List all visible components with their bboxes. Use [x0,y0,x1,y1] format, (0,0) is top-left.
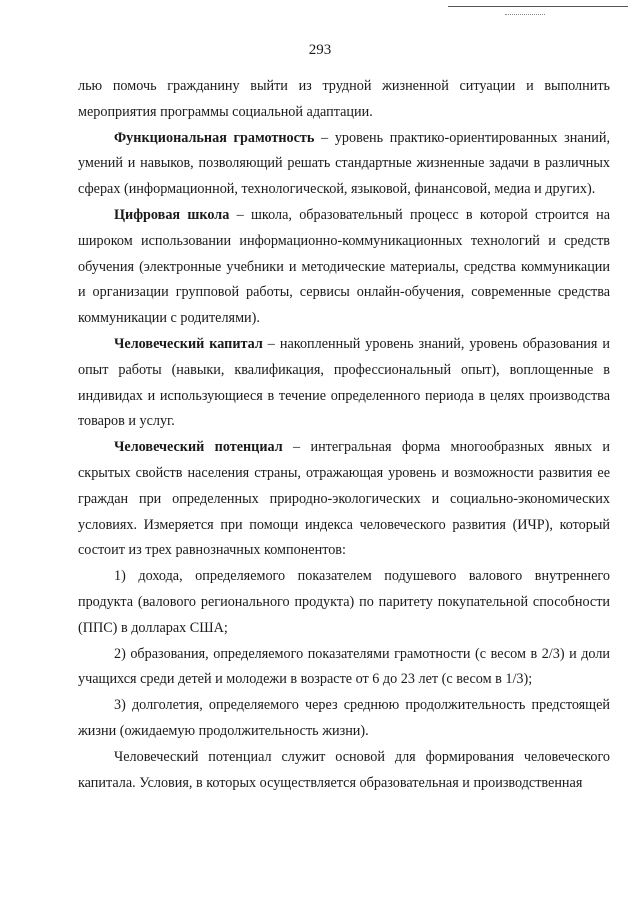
list-item-income [78,564,610,641]
definition-human-potential: – интегральная форма многообразных явных и скрытых свойств населения страны, отражающая уровень и возможности развития ее граждан при определенных природно-экологических и социально-экономических условиях. Измеряется при помощи индекса человеческого развития (ИЧР), который состоит из трех равнозначных компонентов: [78,439,610,559]
scan-artifact-dots [505,14,545,16]
list-item-longevity [78,693,610,745]
paragraph-human-capital [78,332,610,435]
term-functional-literacy: Функциональная грамотность [114,129,315,146]
term-human-potential: Человеческий потенциал [114,439,283,456]
definition-human-capital: – накопленный уровень знаний, уровень образования и опыт работы (навыки, квалификация, профессиональный опыт), воплощенные в индивидах и использующиеся в течение определенного периода в целях производства товаров и услуг. [78,335,610,430]
definition-digital-school: – школа, образовательный процесс в которой строится на широком использовании информационно-коммуникационных технологий и средств обучения (электронные учебники и методические материалы, средства коммуникации и организации групповой работы, сервисы онлайн-обучения, современные средства коммуникации с родителями). [78,206,610,327]
paragraph-continuation [78,74,610,126]
paragraph-human-potential [78,435,610,564]
term-digital-school: Цифровая школа [114,206,230,223]
paragraph-conclusion [78,745,610,797]
list-item-text: 2) образования, определяемого показателями грамотности (с весом в 2/3) и доли учащихся среди детей и молодежи в возрасте от 6 до 23 лет (с весом в 1/3); [78,645,610,688]
list-item-education [78,642,610,694]
page-body [78,74,610,796]
definition-functional-literacy: – уровень практико-ориентированных знаний, умений и навыков, позволяющий решать стандартные жизненные задачи в различных сферах (информационной, технологической, языковой, финансовой, медиа и других). [78,129,610,198]
paragraph-text: Человеческий потенциал служит основой для формирования человеческого капитала. Условия, в которых осуществляется образовательная и производственная [78,748,610,791]
page-number: 293 [308,42,332,58]
term-human-capital: Человеческий капитал [114,335,263,352]
list-item-text: 3) долголетия, определяемого через среднюю продолжительность предстоящей жизни (ожидаемую продолжительность жизни). [78,697,610,739]
list-item-text: 1) дохода, определяемого показателем подушевого валового внутреннего продукта (валового регионального продукта) по паритету покупательной способности (ППС) в долларах США; [78,568,610,636]
paragraph-text: лью помочь гражданину выйти из трудной жизненной ситуации и выполнить мероприятия программы социальной адаптации. [78,78,610,120]
paragraph-digital-school [78,203,610,332]
scan-artifact-line [448,6,628,7]
paragraph-functional-literacy [78,126,610,203]
